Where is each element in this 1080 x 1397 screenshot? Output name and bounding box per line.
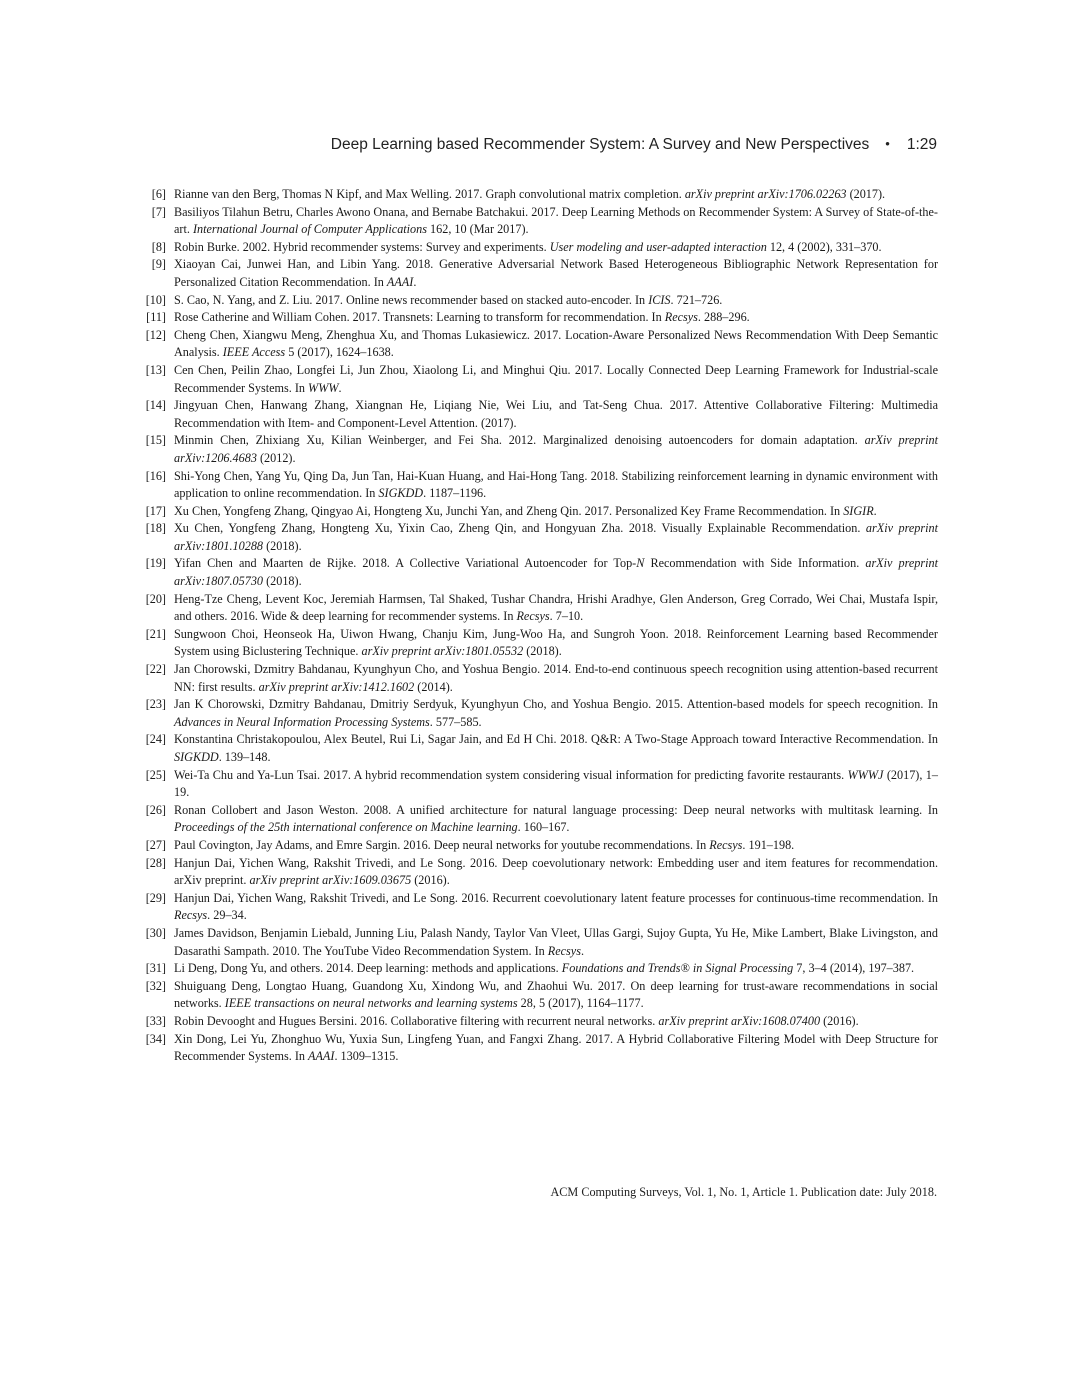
reference-number: [18] <box>145 521 166 536</box>
reference-text <box>174 398 938 430</box>
reference-text-segment: . 29–34. <box>207 908 247 923</box>
reference-text-segment: Yifan Chen and Maarten de Rijke. 2018. A Collective Variational Autoencoder for Top- <box>174 556 637 571</box>
reference-text-segment: 12, 4 (2002), 331–370. <box>766 239 882 254</box>
reference-text-segment: Rianne van den Berg, Thomas N Kipf, and Max Welling. 2017. Graph convolutional matrix completion. <box>174 187 685 201</box>
reference-text-segment: (2017). <box>846 187 886 201</box>
reference-text-segment: Xin Dong, Lei Yu, Zhonghuo Wu, Yuxia Sun, Lingfeng Yuan, and Fangxi Zhang. 2017. A Hybrid Collaborative Filtering Model with Deep Structure for Recommender Systems. In <box>174 1031 938 1064</box>
reference-venue-italic: IEEE Access <box>222 345 286 360</box>
reference-text-segment: Xu Chen, Yongfeng Zhang, Qingyao Ai, Hongteng Xu, Junchi Yan, and Zheng Qin. 2017. Personalized Key Frame Recommendation. In <box>174 503 844 518</box>
reference-number: [6] <box>151 187 166 201</box>
reference-venue-italic: N <box>636 556 645 571</box>
reference-entry <box>140 767 938 802</box>
reference-entry <box>140 855 938 890</box>
reference-text-segment: Jingyuan Chen, Hanwang Zhang, Xiangnan He, Liqiang Nie, Wei Liu, and Tat-Seng Chua. 2017. Attentive Collaborative Filtering: Multimedia Recommendation with Item- and Component-Level Attention. (2017). <box>174 398 938 430</box>
reference-text-segment: Shuiguang Deng, Longtao Huang, Guandong Xu, Xindong Wu, and Zhaohui Wu. 2017. On deep learning for trust-aware recommendations in social networks. <box>174 978 938 1011</box>
reference-text-segment: Xiaoyan Cai, Junwei Han, and Libin Yang. 2018. Generative Adversarial Network Based Heterogeneous Bibliographic Network Representation for Personalized Citation Recommendation. In <box>174 257 938 289</box>
reference-number: [28] <box>145 855 166 870</box>
reference-text <box>174 697 938 729</box>
reference-text <box>174 856 938 888</box>
reference-number: [23] <box>145 697 166 712</box>
reference-text-segment: Cheng Chen, Xiangwu Meng, Zhenghua Xu, and Thomas Lukasiewicz. 2017. Location-Aware Personalized News Recommendation With Deep Semantic Analysis. <box>174 327 938 360</box>
reference-text-segment: (2012). <box>256 450 296 465</box>
reference-entry <box>140 292 938 310</box>
reference-venue-italic: Recsys <box>709 837 743 852</box>
reference-entry <box>140 555 938 590</box>
reference-text <box>174 627 938 659</box>
reference-text-segment: 162, 10 (Mar 2017). <box>427 222 529 237</box>
reference-number: [33] <box>145 1013 166 1028</box>
reference-number: [30] <box>145 925 166 940</box>
reference-entry <box>140 837 938 855</box>
reference-text <box>174 979 938 1011</box>
reference-venue-italic: Proceedings of the 25th international conference on Machine learning <box>174 820 518 835</box>
reference-venue-italic: User modeling and user-adapted interaction <box>549 239 767 254</box>
reference-text <box>174 328 938 360</box>
reference-text-segment: . 288–296. <box>697 310 750 325</box>
reference-text-segment: S. Cao, N. Yang, and Z. Liu. 2017. Online news recommender based on stacked auto-encoder. In <box>174 292 649 307</box>
reference-text <box>174 310 750 324</box>
reference-number: [7] <box>151 204 166 219</box>
running-header <box>140 136 937 158</box>
reference-venue-italic: International Journal of Computer Applications <box>192 222 427 237</box>
reference-text <box>174 293 722 307</box>
reference-entry <box>140 432 938 467</box>
reference-number: [16] <box>145 468 166 483</box>
reference-venue-italic: arXiv preprint arXiv:1801.10288 <box>174 521 938 553</box>
reference-text-segment: Recommendation with Side Information. <box>644 556 866 571</box>
reference-entry <box>140 503 938 521</box>
reference-text <box>174 838 794 852</box>
reference-text <box>174 257 938 289</box>
reference-text-segment: Wei-Ta Chu and Ya-Lun Tsai. 2017. A hybrid recommendation system considering visual information for predicting favorite restaurants. <box>174 767 848 782</box>
reference-number: [26] <box>145 802 166 817</box>
reference-text <box>174 469 938 501</box>
reference-venue-italic: SIGIR <box>843 503 874 518</box>
reference-text-segment: . <box>873 503 877 518</box>
reference-text <box>174 961 914 975</box>
reference-entry <box>140 591 938 626</box>
reference-number: [8] <box>151 239 166 254</box>
reference-text-segment: Hanjun Dai, Yichen Wang, Rakshit Trivedi, and Le Song. 2016. Recurrent coevolutionary latent feature processes for continuous-time recommendation. In <box>174 890 938 905</box>
reference-entry <box>140 309 938 327</box>
reference-number: [15] <box>145 433 166 448</box>
reference-text <box>174 363 938 395</box>
page-number: 1:29 <box>906 136 937 153</box>
reference-venue-italic: Recsys <box>174 908 208 923</box>
reference-text <box>174 891 938 923</box>
reference-text <box>174 205 938 237</box>
reference-text-segment: . 1187–1196. <box>423 486 487 501</box>
reference-text-segment: (2016). <box>820 1013 859 1028</box>
reference-text-segment: (2017), 1–19. <box>174 767 938 800</box>
reference-text <box>174 732 938 764</box>
reference-number: [21] <box>145 626 166 641</box>
reference-venue-italic: IEEE transactions on neural networks and learning systems <box>224 996 518 1011</box>
reference-list <box>140 186 938 1066</box>
reference-venue-italic: arXiv preprint arXiv:1706.02263 <box>684 187 847 201</box>
reference-text-segment: . <box>580 943 584 958</box>
reference-text-segment: . 7–10. <box>549 609 584 624</box>
reference-text <box>174 768 938 800</box>
reference-text-segment: . <box>338 380 342 395</box>
reference-entry <box>140 626 938 661</box>
reference-text-segment: (2014). <box>414 679 453 694</box>
reference-text-segment: . 139–148. <box>218 750 271 764</box>
reference-text-segment: Konstantina Christakopoulou, Alex Beutel, Rui Li, Sagar Jain, and Ed H Chi. 2018. Q&R: A Two-Stage Approach toward Interactive Recommendation. In <box>174 732 938 747</box>
reference-text-segment: Robin Burke. 2002. Hybrid recommender systems: Survey and experiments. <box>174 239 550 254</box>
reference-text-segment: Ronan Collobert and Jason Weston. 2008. A unified architecture for natural language processing: Deep neural networks with multitask learning. In <box>174 802 938 817</box>
reference-venue-italic: SIGKDD <box>174 750 219 764</box>
reference-number: [24] <box>145 732 166 747</box>
reference-number: [19] <box>145 556 166 571</box>
reference-text-segment: . 721–726. <box>670 292 723 307</box>
reference-venue-italic: arXiv preprint arXiv:1609.03675 <box>249 873 412 888</box>
reference-entry <box>140 978 938 1013</box>
reference-venue-italic: ICIS <box>648 292 671 307</box>
reference-text-segment: Basiliyos Tilahun Betru, Charles Awono Onana, and Bernabe Batchakui. 2017. Deep Learning Methods on Recommender System: A Survey of State-of-the-art. <box>174 204 938 237</box>
reference-number: [22] <box>145 662 166 677</box>
reference-text-segment: 7, 3–4 (2014), 197–387. <box>793 961 915 976</box>
reference-entry <box>140 204 938 239</box>
reference-entry <box>140 468 938 503</box>
reference-venue-italic: SIGKDD <box>378 486 424 501</box>
reference-entry <box>140 362 938 397</box>
reference-entry <box>140 661 938 696</box>
reference-text <box>174 662 938 694</box>
reference-text-segment: 28, 5 (2017), 1164–1177. <box>517 996 644 1011</box>
reference-number: [20] <box>145 591 166 606</box>
reference-venue-italic: arXiv preprint arXiv:1801.05532 <box>361 644 524 659</box>
reference-text-segment: Jan Chorowski, Dzmitry Bahdanau, Kyunghyun Cho, and Yoshua Bengio. 2014. End-to-end continuous speech recognition using attention-based recurrent NN: first results. <box>174 662 938 694</box>
reference-text-segment: Shi-Yong Chen, Yang Yu, Qing Da, Jun Tan, Hai-Kuan Huang, and Hai-Hong Tang. 2018. Stabilizing reinforcement learning in dynamic environment with application to online recommendation. In <box>174 468 938 501</box>
reference-text <box>174 556 938 588</box>
reference-number: [10] <box>145 292 166 307</box>
reference-text-segment: . 160–167. <box>517 820 570 835</box>
header-separator: • <box>885 136 890 151</box>
reference-number: [9] <box>151 257 166 272</box>
reference-text-segment: (2018). <box>263 538 302 553</box>
reference-text <box>174 240 882 254</box>
reference-entry <box>140 890 938 925</box>
reference-text-segment: (2016). <box>411 873 450 888</box>
reference-entry <box>140 960 938 978</box>
reference-text-segment: Paul Covington, Jay Adams, and Emre Sargin. 2016. Deep neural networks for youtube recommendations. In <box>174 837 710 852</box>
reference-text-segment: Rose Catherine and William Cohen. 2017. Transnets: Learning to transform for recommendation. In <box>174 310 665 325</box>
reference-text-segment: Li Deng, Dong Yu, and others. 2014. Deep learning: methods and applications. <box>174 961 562 976</box>
reference-venue-italic: Recsys <box>664 310 698 325</box>
reference-venue-italic: WWW <box>308 380 339 395</box>
reference-text-segment: (2018). <box>523 644 562 659</box>
reference-entry <box>140 327 938 362</box>
reference-text-segment: Hanjun Dai, Yichen Wang, Rakshit Trivedi, and Le Song. 2016. Deep coevolutionary network: Embedding user and item features for recommendation. arXiv preprint. <box>174 855 938 888</box>
reference-text <box>174 187 885 201</box>
reference-venue-italic: arXiv preprint arXiv:1608.07400 <box>658 1013 821 1028</box>
reference-text-segment: . 577–585. <box>429 714 482 729</box>
reference-number: [34] <box>145 1031 166 1046</box>
reference-entry <box>140 186 938 204</box>
reference-venue-italic: arXiv preprint arXiv:1412.1602 <box>258 679 415 694</box>
reference-number: [17] <box>145 503 166 518</box>
reference-entry <box>140 925 938 960</box>
reference-text-segment: James Davidson, Benjamin Liebald, Junning Liu, Palash Nandy, Taylor Van Vleet, Ullas Gargi, Sujoy Gupta, Yu He, Mike Lambert, Blake Livingston, and Dasarathi Sampath. 2010. The YouTube Video Recommendation System. In <box>174 925 938 958</box>
reference-text-segment: Robin Devooght and Hugues Bersini. 2016. Collaborative filtering with recurrent neural networks. <box>174 1013 659 1028</box>
reference-venue-italic: arXiv preprint arXiv:1807.05730 <box>174 556 938 589</box>
reference-entry <box>140 696 938 731</box>
reference-text <box>174 803 938 835</box>
reference-venue-italic: AAAI <box>386 274 414 289</box>
reference-number: [29] <box>145 890 166 905</box>
reference-text-segment: Heng-Tze Cheng, Levent Koc, Jeremiah Harmsen, Tal Shaked, Tushar Chandra, Hrishi Aradhye, Glen Anderson, Greg Corrado, Wei Chai, Mustafa Ispir, and others. 2016. Wide & deep learning for recommender systems. In <box>174 591 938 624</box>
reference-venue-italic: Foundations and Trends® in Signal Processing <box>561 961 794 976</box>
reference-text-segment: . <box>413 274 417 289</box>
running-title: Deep Learning based Recommender System: A Survey and New Perspectives <box>330 136 870 153</box>
reference-venue-italic: AAAI <box>308 1049 335 1064</box>
reference-entry <box>140 239 938 257</box>
reference-text-segment: Jan K Chorowski, Dzmitry Bahdanau, Dmitriy Serdyuk, Kyunghyun Cho, and Yoshua Bengio. 2015. Attention-based models for speech recognition. In <box>174 697 938 712</box>
reference-text <box>174 504 877 518</box>
reference-number: [12] <box>145 327 166 342</box>
reference-number: [25] <box>145 767 166 782</box>
reference-text-segment: Sungwoon Choi, Heonseok Ha, Uiwon Hwang, Chanju Kim, Jung-Woo Ha, and Sungroh Yoon. 2018. Reinforcement Learning based Recommender System using Biclustering Technique. <box>174 626 938 659</box>
reference-venue-italic: Advances in Neural Information Processing Systems <box>174 714 430 729</box>
reference-text-segment: Xu Chen, Yongfeng Zhang, Hongteng Xu, Yixin Cao, Zheng Qin, and Hongyuan Zha. 2018. Visually Explainable Recommendation. <box>174 521 866 536</box>
reference-text <box>174 521 938 553</box>
reference-text-segment: 5 (2017), 1624–1638. <box>285 345 394 360</box>
reference-text-segment: Minmin Chen, Zhixiang Xu, Kilian Weinberger, and Fei Sha. 2012. Marginalized denoising autoencoders for domain adaptation. <box>174 433 865 448</box>
reference-number: [31] <box>145 961 166 976</box>
reference-venue-italic: arXiv preprint arXiv:1206.4683 <box>174 433 939 465</box>
reference-text-segment: . 191–198. <box>742 837 795 852</box>
reference-number: [13] <box>145 362 166 377</box>
reference-venue-italic: WWWJ <box>847 767 884 782</box>
reference-text-segment: (2018). <box>263 574 302 589</box>
reference-text <box>174 592 938 624</box>
reference-text-segment: . 1309–1315. <box>334 1049 399 1064</box>
reference-entry <box>140 520 938 555</box>
reference-venue-italic: Recsys <box>516 609 550 624</box>
reference-text-segment: Cen Chen, Peilin Zhao, Longfei Li, Jun Zhou, Xiaolong Li, and Minghui Qiu. 2017. Locally Connected Deep Learning Framework for Industrial-scale Recommender Systems. In <box>174 362 938 395</box>
reference-number: [14] <box>145 398 166 413</box>
reference-entry <box>140 397 938 432</box>
reference-number: [27] <box>145 837 166 852</box>
reference-entry <box>140 256 938 291</box>
reference-entry <box>140 1013 938 1031</box>
reference-text <box>174 926 938 958</box>
reference-text <box>174 1032 938 1064</box>
reference-number: [11] <box>146 310 166 325</box>
reference-text <box>174 433 938 465</box>
reference-venue-italic: Recsys <box>547 943 581 958</box>
reference-entry <box>140 1031 938 1066</box>
reference-entry <box>140 731 938 766</box>
reference-text <box>174 1014 859 1028</box>
reference-entry <box>140 802 938 837</box>
reference-number: [32] <box>145 978 166 993</box>
page-footer: ACM Computing Surveys, Vol. 1, No. 1, Article 1. Publication date: July 2018. <box>550 1185 937 1199</box>
